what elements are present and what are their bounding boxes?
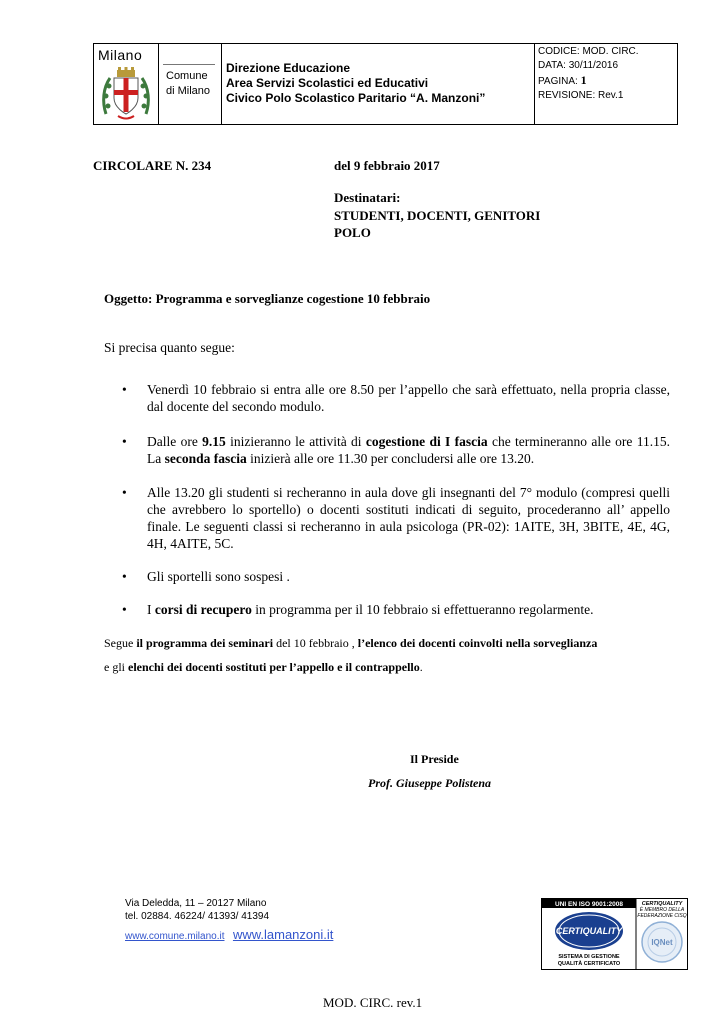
meta-pagina-label: PAGINA:: [538, 76, 581, 87]
department-line-1: Direzione Educazione: [226, 61, 351, 75]
comune-divider: [163, 64, 215, 65]
follow-line-1: [104, 636, 597, 651]
form-code: MOD. CIRC. rev.1: [323, 995, 423, 1010]
document-meta: [538, 45, 639, 103]
follow-seminars-bold: il programma dei seminari: [136, 636, 274, 650]
bullet-text-4: Gli sportelli sono sospesi .: [147, 569, 290, 584]
school-website-link[interactable]: www.lamanzoni.it: [232, 927, 334, 942]
bullet-icon: •: [122, 602, 127, 617]
bullet-2-part: Dalle ore: [147, 434, 203, 449]
department-line-2: Area Servizi Scolastici ed Educativi: [226, 76, 429, 90]
meta-pagina-value: 1: [580, 73, 587, 87]
signature-name: Prof. Giuseppe Polistena: [368, 776, 491, 790]
cert-system-line-2: QUALITÀ CERTIFICATO: [557, 961, 621, 967]
bullet-5-part: in programma per il 10 febbraio si effettueranno regolarmente.: [251, 602, 594, 617]
meta-pagina: [538, 73, 639, 89]
bullet-5-bold: corsi di recupero: [154, 602, 252, 617]
recipients-line-2: POLO: [334, 225, 371, 240]
list-item: [122, 381, 670, 415]
signature-title: Il Preside: [410, 752, 459, 766]
follow-part: Segue: [104, 636, 137, 650]
department-cell: [221, 44, 535, 124]
bullet-icon: •: [122, 569, 127, 584]
footer-address: Via Deledda, 11 – 20127 Milano: [125, 898, 267, 909]
bullet-2-part: inizierà alle ore 11.30 per concludersi alle ore 13.20.: [246, 451, 535, 466]
cert-brand: CERTIQUALITY: [555, 926, 623, 936]
certification-badge: [541, 898, 688, 970]
bullet-text-2: [147, 433, 670, 467]
milano-crest-icon: [100, 66, 152, 122]
iqnet-label: IQNet: [651, 938, 673, 947]
follow-line-2: [104, 660, 423, 675]
footer-phone: tel. 02884. 46224/ 41393/ 41394: [125, 911, 270, 922]
follow-supervision-bold: l’elenco dei docenti coinvolti nella sorveglianza: [357, 636, 598, 650]
meta-data: DATA: 30/11/2016: [538, 60, 619, 71]
bullet-text-1: Venerdì 10 febbraio si entra alle ore 8.50 per l’appello che sarà effettuato, nella propria classe, dal docente del secondo modulo.: [147, 382, 670, 414]
bullet-2-part: che termineranno alle ore 11.15. La: [147, 434, 670, 466]
bullet-2-second-slot-bold: seconda fascia: [164, 451, 247, 466]
meta-revisione: REVISIONE: Rev.1: [538, 90, 624, 101]
follow-part: .: [419, 660, 423, 674]
list-item: [122, 484, 670, 552]
cert-system-line-1: SISTEMA DI GESTIONE: [558, 954, 620, 960]
bullet-2-part: inizieranno le attività di: [225, 434, 366, 449]
comune-cell: [158, 44, 222, 124]
department-name: [226, 61, 485, 106]
cert-standard: UNI EN ISO 9001:2008: [555, 901, 623, 909]
list-item: [122, 433, 670, 467]
circular-date: del 9 febbraio 2017: [334, 158, 440, 173]
follow-part: e gli: [104, 660, 128, 674]
bullet-icon: •: [122, 485, 127, 500]
recipients-line-1: STUDENTI, DOCENTI, GENITORI: [334, 208, 541, 223]
logo-cell: [94, 44, 159, 124]
comune-website-link[interactable]: www.comune.milano.it: [125, 931, 225, 942]
bullet-icon: •: [122, 434, 127, 449]
follow-substitutes-bold: elenchi dei docenti sostituti per l’appello e il contrappello: [128, 660, 420, 674]
recipients-label: Destinatari:: [334, 190, 401, 205]
meta-codice: CODICE: MOD. CIRC.: [538, 46, 639, 57]
bullet-5-part: I: [147, 602, 155, 617]
intro-text: Si precisa quanto segue:: [104, 340, 235, 355]
department-line-3: Civico Polo Scolastico Paritario “A. Manzoni”: [226, 91, 486, 105]
document-meta-cell: [534, 44, 677, 124]
list-item: [122, 601, 670, 618]
milano-wordmark: Milano: [98, 47, 143, 63]
list-item: [122, 568, 670, 585]
comune-label-line1: Comune: [166, 70, 208, 82]
bullet-icon: •: [122, 382, 127, 397]
bullet-2-first-slot-bold: cogestione di I fascia: [365, 434, 488, 449]
footer-links: [125, 926, 333, 944]
comune-label-line2: di Milano: [166, 85, 211, 97]
cert-member-line-3: FEDERAZIONE CISQ: [637, 913, 687, 919]
bullet-text-5: [147, 601, 670, 618]
document-header: [93, 43, 678, 125]
subject-line: Oggetto: Programma e sorveglianze cogestione 10 febbraio: [104, 291, 431, 306]
cert-member-line-2: È MEMBRO DELLA: [639, 907, 685, 913]
bullet-2-time-bold: 9.15: [202, 434, 226, 449]
bullet-text-3: Alle 13.20 gli studenti si recheranno in aula dove gli insegnanti del 7° modulo (compresi quelli che avrebbero lo sportello) o docenti sostituti indicati di seguito, procederanno all’ appello finale. Le seguenti classi si recheranno in aula psicologa (PR-02): 1AITE, 3H, 3BITE, 4E, 4G, 4H, 4AITE, 5C.: [147, 485, 670, 551]
circular-number: CIRCOLARE N. 234: [93, 158, 212, 173]
follow-part: del 10 febbraio ,: [273, 636, 358, 650]
cert-member-line-1: CERTIQUALITY: [641, 901, 683, 907]
